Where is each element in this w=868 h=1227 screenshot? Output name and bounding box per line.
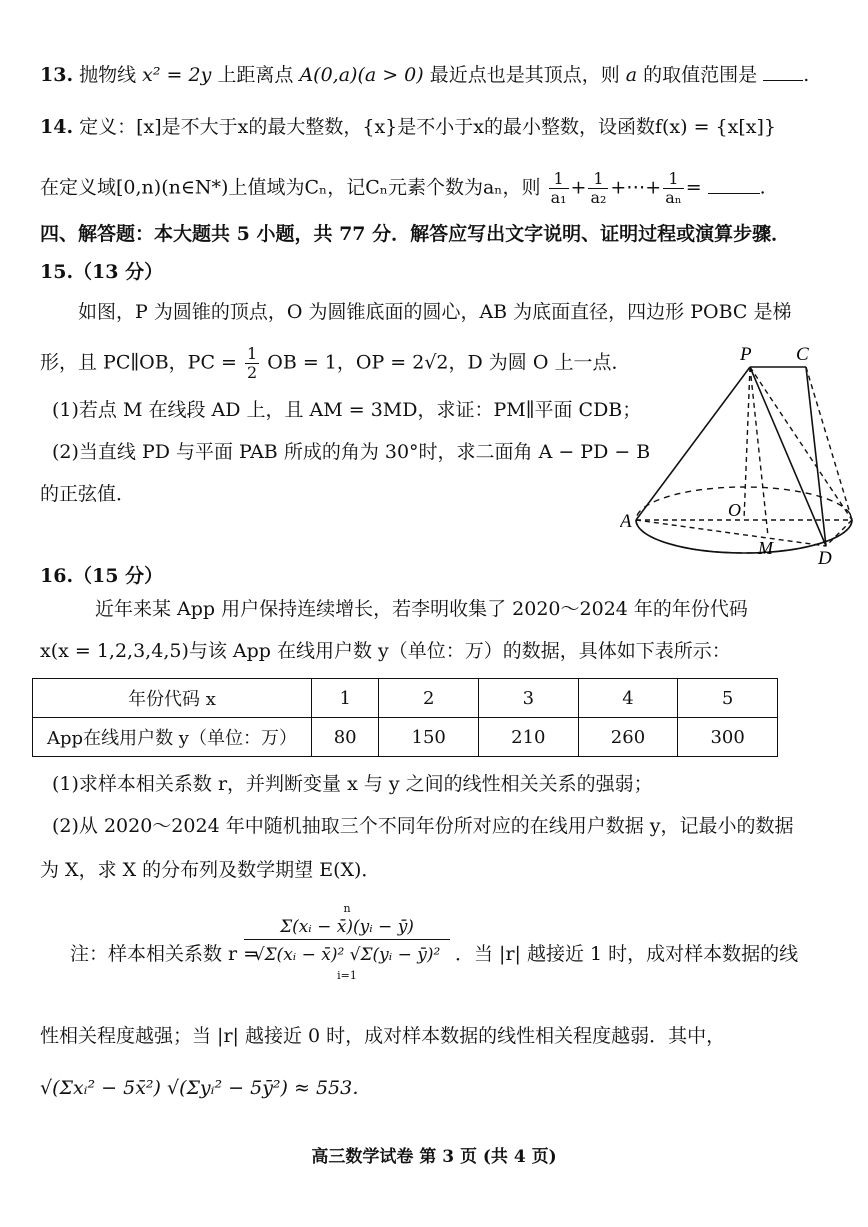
q13-math-b: A(0,a)(a > 0)	[299, 64, 424, 86]
fraction-1-a2	[588, 170, 608, 207]
table-header-cell: App在线用户数 y（单位：万）	[33, 718, 312, 757]
table-cell: 80	[312, 718, 379, 757]
correlation-formula	[244, 903, 450, 982]
label-D: D	[818, 548, 832, 569]
q16-line2: x(x = 1,2,3,4,5)与该 App 在线用户数 y（单位：万）的数据，具体如下表所示：	[40, 640, 731, 662]
plus-sign: +	[570, 176, 587, 199]
table-cell: 5	[678, 679, 778, 718]
question-13	[40, 60, 809, 89]
q14-number: 14.	[40, 116, 74, 138]
q14-line1-text: 定义：[x]是不大于x的最大整数，{x}是不小于x的最小整数，设函数f(x) = {x[x]}	[79, 116, 776, 138]
note-line2: 性相关程度越强；当 |r| 越接近 0 时，成对样本数据的线性相关程度越弱．其中，	[40, 1025, 726, 1047]
table-cell: 3	[479, 679, 579, 718]
formula-numerator: Σ(xᵢ − x̄)(yᵢ − ȳ)	[244, 915, 450, 940]
q16-part2b: 为 X，求 X 的分布列及数学期望 E(X)．	[40, 859, 381, 881]
q13-math-c: a	[625, 64, 638, 86]
q15-line1: 如图，P 为圆锥的顶点，O 为圆锥底面的圆心，AB 为底面直径，四边形 POBC 是梯	[78, 301, 792, 323]
formula-denominator: √Σ(xᵢ − x̄)² √Σ(yᵢ − ȳ)²	[253, 945, 441, 965]
q15-part2: (2)当直线 PD 与平面 PAB 所成的角为 30°时，求二面角 A − PD − B	[52, 441, 651, 463]
q16-part1: (1)求样本相关系数 r，并判断变量 x 与 y 之间的线性相关关系的强弱；	[52, 773, 653, 795]
q13-math-a: x² = 2y	[142, 64, 212, 86]
question-14-line1	[40, 113, 776, 141]
sum-lower: i=1	[337, 969, 357, 982]
q13-text-b: 上距离点	[217, 64, 294, 86]
q15-line2-b: OB = 1，OP = 2√2，D 为圆 O 上一点．	[267, 351, 631, 374]
table-row	[33, 679, 778, 718]
q13-text-d: 的取值范围是	[643, 64, 758, 86]
q13-text-c: 最近点也是其顶点，则	[429, 64, 620, 86]
frac-den: aₙ	[665, 188, 682, 207]
fraction-1-an	[663, 170, 683, 207]
answer-blank	[708, 173, 760, 194]
q14-line2-text: 在定义域[0,n)(n∈N*)上值域为Cₙ，记Cₙ元素个数为aₙ，则	[40, 176, 541, 199]
table-cell: 4	[578, 679, 678, 718]
equals-sign: =	[685, 176, 702, 199]
table-header-cell: 年份代码 x	[33, 679, 312, 718]
fraction-half	[245, 345, 259, 382]
q13-end: .	[803, 64, 810, 86]
q14-end: .	[759, 176, 766, 199]
section-heading: 四、解答题：本大题共 5 小题，共 77 分．解答应写出文字说明、证明过程或演算步骤．	[40, 223, 791, 245]
q13-number: 13.	[40, 64, 74, 86]
answer-blank	[763, 60, 803, 81]
note-prefix: 注：样本相关系数 r =	[70, 943, 260, 965]
table-cell: 2	[379, 679, 479, 718]
table-cell: 260	[578, 718, 678, 757]
given-value: √(Σxᵢ² − 5x̄²) √(Σyᵢ² − 5ȳ²) ≈ 553．	[40, 1077, 372, 1099]
q15-line2-a: 形，且 PC∥OB，PC =	[40, 351, 237, 374]
table-cell: 300	[678, 718, 778, 757]
q16-line1: 近年来某 App 用户保持连续增长，若李明收集了 2020～2024 年的年份代码	[95, 598, 748, 620]
q15-part1: (1)若点 M 在线段 AD 上，且 AM = 3MD，求证：PM∥平面 CDB；	[52, 399, 642, 421]
table-cell: 1	[312, 679, 379, 718]
page-footer: 高三数学试卷 第 3 页 (共 4 页)	[311, 1147, 557, 1167]
frac-num: 1	[549, 170, 569, 189]
frac-num: 1	[247, 344, 258, 363]
label-M: M	[758, 538, 773, 558]
table-cell: 210	[479, 718, 579, 757]
label-A: A	[620, 511, 632, 532]
q13-text-a: 抛物线	[79, 64, 137, 86]
frac-num: 1	[663, 170, 683, 189]
table-cell: 150	[379, 718, 479, 757]
q15-header: 15.（13 分）	[40, 261, 164, 283]
q15-part2b: 的正弦值．	[40, 483, 136, 505]
frac-den: 2	[247, 363, 258, 382]
label-O: O	[728, 500, 741, 520]
label-C: C	[796, 344, 809, 365]
note-suffix: ．当 |r| 越接近 1 时，成对样本数据的线	[455, 943, 799, 965]
ellipsis-plus: +⋯+	[610, 176, 662, 199]
fraction-1-a1	[549, 170, 569, 207]
data-table	[32, 678, 778, 757]
frac-num: 1	[588, 170, 608, 189]
q16-part2: (2)从 2020～2024 年中随机抽取三个不同年份所对应的在线用户数据 y，记最小的数据	[52, 815, 794, 837]
table-row	[33, 718, 778, 757]
frac-den: a₂	[590, 188, 607, 207]
label-P: P	[740, 344, 752, 365]
question-14-line2	[40, 170, 766, 207]
sum-upper: n	[343, 902, 351, 915]
frac-den: a₁	[550, 188, 567, 207]
q15-line2	[40, 345, 630, 382]
q16-header: 16.（15 分）	[40, 565, 164, 587]
cone-figure	[620, 340, 868, 570]
